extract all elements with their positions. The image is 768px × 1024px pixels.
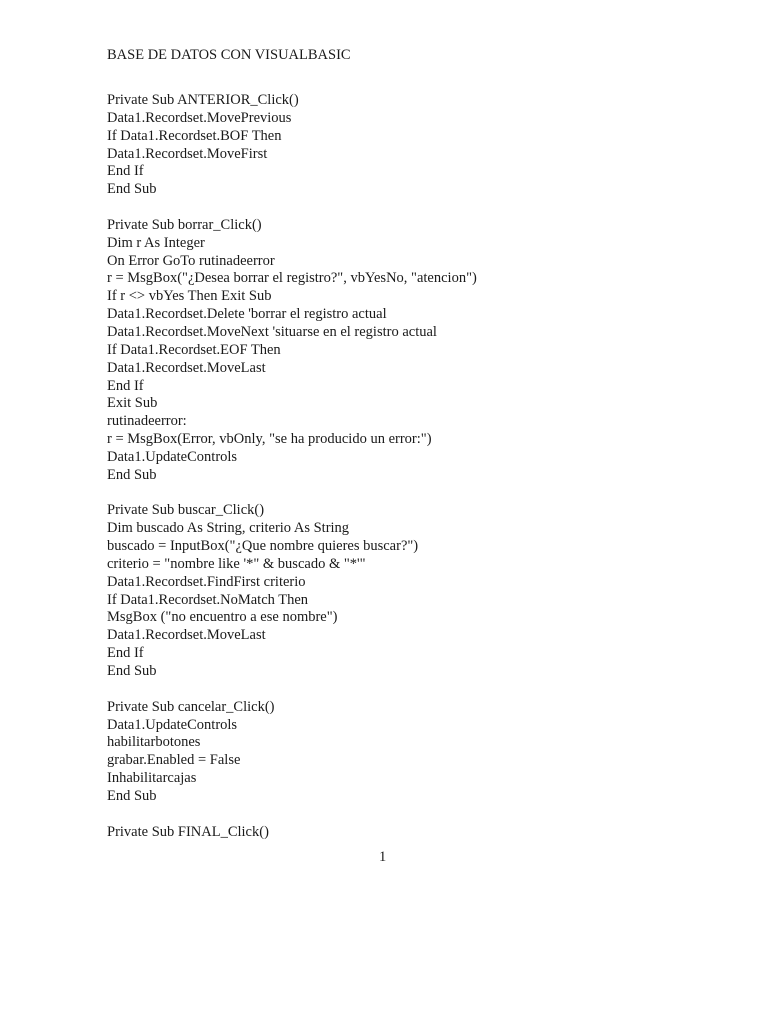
code-line: Data1.UpdateControls: [107, 448, 238, 465]
code-listing: [107, 92, 477, 841]
code-line: If Data1.Recordset.NoMatch Then: [107, 591, 309, 608]
code-line: Data1.Recordset.MoveNext 'situarse en el registro actual: [107, 323, 437, 340]
code-line: Private Sub buscar_Click(): [107, 502, 265, 519]
code-line: criterio = "nombre like '*" & buscado & "*'": [107, 555, 366, 572]
blank-line: [107, 806, 477, 824]
code-line: r = MsgBox("¿Desea borrar el registro?", vbYesNo, "atencion"): [107, 270, 477, 287]
code-line: Private Sub borrar_Click(): [107, 216, 262, 233]
page-number: 1: [379, 849, 387, 865]
code-line: End Sub: [107, 663, 157, 679]
code-line: Data1.UpdateControls: [107, 716, 238, 733]
code-line: Data1.Recordset.MoveLast: [107, 627, 266, 644]
code-line: Data1.Recordset.MovePrevious: [107, 109, 292, 126]
document-title: BASE DE DATOS CON VISUALBASIC: [107, 47, 351, 63]
code-line: End Sub: [107, 181, 157, 198]
code-line: buscado = InputBox("¿Que nombre quieres buscar?"): [107, 538, 419, 555]
code-line: Dim buscado As String, criterio As String: [107, 520, 350, 537]
code-line: Inhabilitarcajas: [107, 770, 197, 787]
code-line: If Data1.Recordset.EOF Then: [107, 341, 281, 358]
code-line: Dim r As Integer: [107, 234, 205, 251]
code-line: rutinadeerror:: [107, 413, 187, 430]
code-line: Data1.Recordset.MoveLast: [107, 359, 266, 376]
code-line: End If: [107, 163, 144, 180]
blank-line: [107, 485, 477, 503]
code-line: On Error GoTo rutinadeerror: [107, 252, 275, 269]
code-line: Private Sub ANTERIOR_Click(): [107, 92, 299, 108]
code-line: Data1.Recordset.Delete 'borrar el registro actual: [107, 306, 387, 323]
code-line: grabar.Enabled = False: [107, 752, 241, 769]
code-line: r = MsgBox(Error, vbOnly, "se ha producido un error:"): [107, 431, 432, 448]
blank-line: [107, 681, 477, 699]
code-line: Private Sub FINAL_Click(): [107, 823, 269, 840]
code-line: End If: [107, 377, 144, 394]
code-line: Exit Sub: [107, 395, 158, 412]
code-line: If Data1.Recordset.BOF Then: [107, 127, 282, 144]
code-line: Private Sub cancelar_Click(): [107, 698, 275, 715]
code-line: If r <> vbYes Then Exit Sub: [107, 288, 272, 305]
blank-line: [107, 199, 477, 217]
code-line: Data1.Recordset.MoveFirst: [107, 145, 268, 162]
code-line: End If: [107, 645, 144, 662]
code-line: Data1.Recordset.FindFirst criterio: [107, 573, 306, 590]
code-line: MsgBox ("no encuentro a ese nombre"): [107, 609, 338, 626]
code-line: habilitarbotones: [107, 734, 201, 751]
code-line: End Sub: [107, 787, 157, 804]
code-line: End Sub: [107, 466, 157, 483]
